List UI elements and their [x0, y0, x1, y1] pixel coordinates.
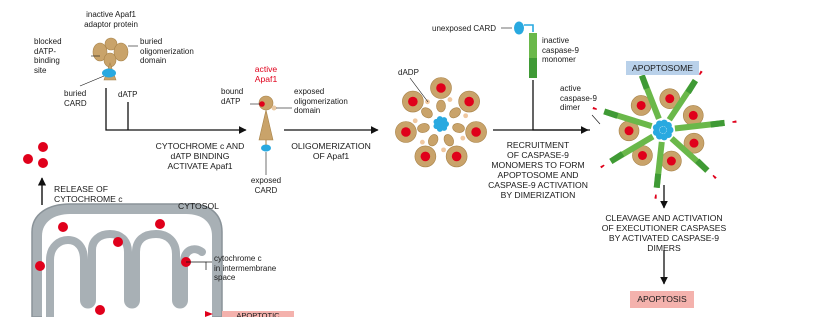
label-blocked-datp-site: blocked dATP- binding site	[34, 37, 62, 75]
step-recruitment: RECRUITMENT OF CASPASE-9 MONOMERS TO FORM APOPTOSOME AND CASPASE-9 ACTIVATION BY DIMERIZATION	[488, 140, 588, 200]
label-bound-datp: bound dATP	[221, 87, 244, 106]
label-inactive-apaf1: inactive Apaf1 adaptor protein	[84, 10, 138, 29]
label-exposed-card: exposed CARD	[250, 176, 282, 195]
mitochondrion	[32, 204, 222, 317]
label-release-cytochrome: RELEASE OF CYTOCHROME c	[54, 184, 123, 204]
apoptosome-tag: APOPTOSOME	[626, 61, 699, 75]
inactive-apaf1	[93, 38, 128, 80]
step-oligomerization: OLIGOMERIZATION OF Apaf1	[291, 141, 371, 161]
apaf1-subunit	[431, 78, 453, 113]
label-active-caspase-9-dimer: active caspase-9 dimer	[560, 84, 597, 112]
label-unexposed-card: unexposed CARD	[432, 24, 497, 33]
label-dadp: dADP	[398, 68, 419, 77]
label-intermembrane-space: cytochrome c in intermembrane space	[214, 254, 277, 282]
apaf1-heptamer	[395, 78, 486, 167]
apoptosome-arm	[675, 105, 737, 128]
apaf1-subunit	[402, 91, 434, 120]
apaf1-subunit	[448, 91, 480, 120]
apaf1-subunit	[415, 133, 440, 167]
label-buried-oligomerization: buried oligomerization domain	[140, 37, 194, 65]
apoptotic-stimulus-tag: APOPTOTIC	[222, 311, 294, 317]
label-buried-card: buried CARD	[64, 89, 87, 108]
apoptosome-arm	[655, 142, 682, 199]
apoptosome-arm	[600, 136, 652, 167]
label-exposed-oligomerization: exposed oligomerization domain	[294, 87, 348, 115]
inactive-caspase-9-monomer	[514, 22, 537, 79]
step-cytochrome-datp-binding: CYTOCHROME c AND dATP BINDING ACTIVATE Apaf1	[155, 141, 245, 171]
apoptosome	[593, 65, 737, 199]
step-cleavage-activation: CLEAVAGE AND ACTIVATION OF EXECUTIONER CASPASES BY ACTIVATED CASPASE-9 DIMERS	[601, 213, 727, 253]
card-hub	[433, 116, 449, 132]
label-datp: dATP	[118, 90, 138, 99]
label-active-apaf1: active Apaf1	[254, 64, 278, 84]
label-cytosol: CYTOSOL	[178, 201, 219, 211]
apoptosis-tag: APOPTOSIS	[630, 291, 694, 308]
released-cytochrome-c	[23, 142, 48, 168]
apoptosome-card-hub	[653, 120, 674, 141]
apaf1-subunit	[395, 118, 430, 142]
label-inactive-caspase-9-monomer: inactive caspase-9 monomer	[542, 36, 579, 64]
active-apaf1	[259, 96, 277, 152]
